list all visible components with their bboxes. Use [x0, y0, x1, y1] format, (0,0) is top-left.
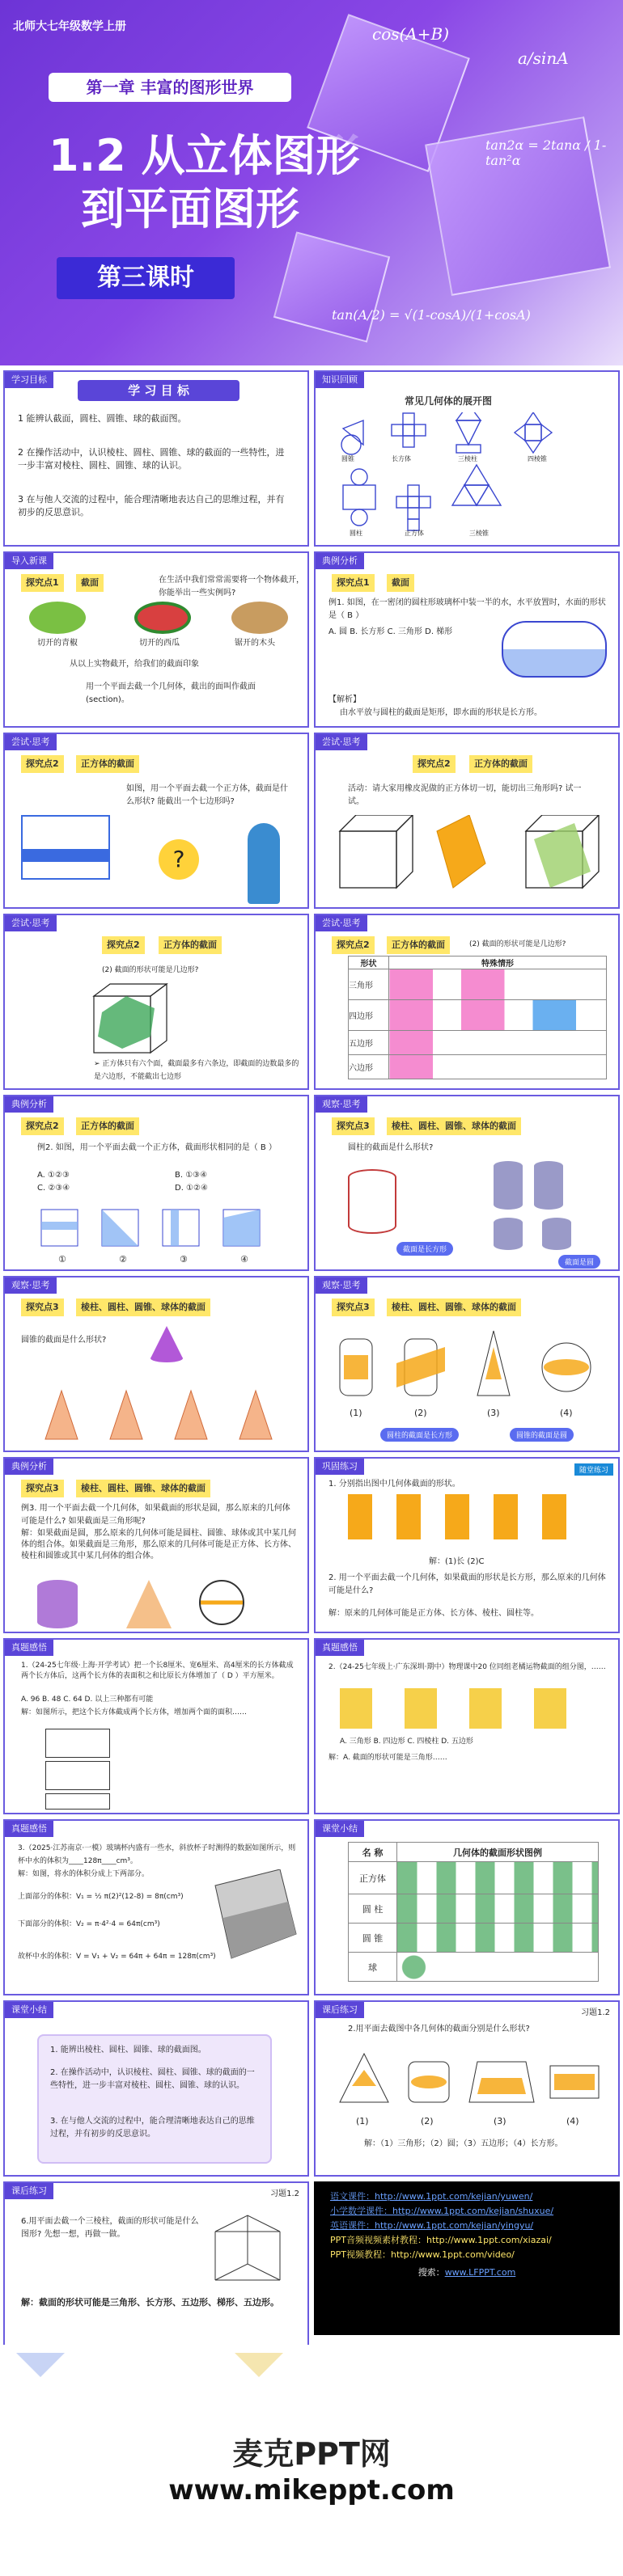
explore-topic: 正方体的截面 — [76, 755, 139, 773]
explore-topic: 棱柱、圆柱、圆锥、球体的截面 — [387, 1117, 521, 1135]
watermelon-image — [134, 602, 191, 634]
figure-number: ① — [58, 1254, 66, 1265]
explore-topic: 棱柱、圆柱、圆锥、球体的截面 — [76, 1480, 210, 1497]
net-label: 三棱柱 — [458, 455, 477, 462]
section-label: 圆锥的截面是圆 — [510, 1428, 574, 1442]
intro-question: 在生活中我们常常需要将一个物体截开，你能举出一些实例吗? — [159, 576, 304, 598]
footer-brand: 麦克PPT网 — [232, 2436, 391, 2472]
resource-link[interactable]: 小学数学课件：http://www.1ppt.com/kejian/shuxue/ — [330, 2206, 554, 2216]
real3-line: 解：如图，将水的体积分成上下两部分。 — [18, 1870, 150, 1878]
example2-question: 例2. 如图，用一个平面去截一个正方体，截面形状相同的是（ B ） — [37, 1143, 277, 1152]
summary-item: 1. 能辨出棱柱、圆柱、圆锥、球的截面图。 — [50, 2046, 206, 2054]
solids-row — [348, 1494, 591, 1539]
slide-tag: 观察·思考 — [316, 1096, 367, 1113]
practice-ans2: 解：原来的几何体可能是正方体、长方体、棱柱、圆柱等。 — [328, 1609, 539, 1618]
footer — [0, 2345, 623, 2576]
lesson-label: 第三课时 — [57, 257, 235, 299]
homework2-question: 6.用平面去截一个三棱柱，截面的形状可能是什么图形? 先想一想，再做一做。 — [21, 2217, 199, 2239]
slide-homework2 — [3, 2181, 309, 2358]
real2-question: 2.（24-25七年级上·广东深圳·期中）物理课中20 位同组老橘运物截面的组分图，…… — [328, 1663, 606, 1671]
slide-tag: 真题感悟 — [316, 1640, 364, 1656]
example2-option: A. ①②③ — [37, 1171, 70, 1180]
box-figure — [45, 1761, 110, 1790]
edges-note: ➢ 正方体只有六个面，截面最多有六条边，即截面的边数最多的是六边形，不能截出七边形 — [94, 1060, 299, 1081]
slide-tag: 导入新课 — [5, 553, 53, 569]
homework-question: 2.用平面去截图中各几何体的截面分别是什么形状? — [348, 2025, 530, 2033]
real1-answer: 解：如图所示，把这个长方体截成两个长方体，增加两个面的面积…… — [21, 1708, 248, 1717]
links-panel — [314, 2181, 620, 2335]
net-label: 圆锥 — [341, 455, 354, 462]
cone-shape — [126, 1580, 172, 1628]
net-label: 正方体 — [405, 530, 424, 537]
slide-tag: 知识回顾 — [316, 372, 364, 388]
cylinder-label: 截面是圆 — [558, 1255, 600, 1269]
example2-option: C. ②③④ — [37, 1184, 70, 1193]
summary-item: 2. 在操作活动中，认识棱柱、圆柱、圆锥、球的截面的一些特性，进一步丰富对棱柱、圆柱、圆锥、球的认识。 — [50, 2068, 255, 2090]
slide-tag: 尝试·思考 — [5, 915, 57, 931]
slide-tag: 课堂小结 — [5, 2002, 53, 2018]
slide-tag: 课后练习 — [5, 2183, 53, 2199]
intro-note: 从以上实物截开，给我们的截面印象 — [70, 660, 199, 669]
slide-example3 — [3, 1457, 309, 1633]
explore-topic: 截面 — [76, 574, 104, 592]
figure-number: (4) — [566, 2116, 579, 2126]
exercise-label: 习题1.2 — [270, 2190, 299, 2198]
figure-number: (2) — [414, 1408, 427, 1418]
exercise-label: 习题1.2 — [581, 2008, 610, 2017]
cylinder-question: 圆柱的截面是什么形状? — [348, 1143, 434, 1152]
slide-practice — [314, 1457, 620, 1633]
caption: 锯开的木头 — [235, 639, 275, 648]
slide-tag: 真题感悟 — [5, 1821, 53, 1837]
goal-item: 3 在与他人交流的过程中，能合理清晰地表达自己的思维过程，并有初步的反思意识。 — [18, 494, 285, 517]
net-label: 四棱锥 — [528, 455, 547, 462]
real3-question: 3.（2025·江苏南京·一模）玻璃杯内盛有一些水，斜放杯子时测得的数据如图所示，则杯中水的体积为____128π____cm³。 — [18, 1844, 296, 1865]
slide-tag: 典例分析 — [5, 1096, 53, 1113]
cones-figure — [37, 1318, 296, 1447]
slide-cube-activity — [314, 733, 620, 909]
wood-image — [231, 602, 288, 634]
net-label: 圆柱 — [350, 530, 362, 537]
goal-item: 1 能辨认截面，圆柱、圆锥、球的截面图。 — [18, 413, 187, 424]
figure-number: (1) — [356, 2116, 369, 2126]
practice-q1: 1. 分别指出图中几何体截面的形状。 — [328, 1480, 460, 1489]
table-cell: 六边形 — [349, 1055, 389, 1079]
example3-answer: 解：如果截面是圆，那么原来的几何体可能是圆柱、圆锥、球体或其中某几何体的组合体。如果截面是三角形，那么原来的几何体可能是正方体、长方体、棱柱和圆锥或其中某几何体的组合体。 — [21, 1529, 296, 1560]
box-figure — [45, 1729, 110, 1758]
explore-label: 探究点2 — [21, 755, 64, 773]
cube-plane-figure — [21, 815, 110, 880]
slide-real1 — [3, 1638, 309, 1814]
glass-figure — [199, 1869, 304, 1974]
table-question: (2) 截面的形状可能是几边形? — [469, 940, 566, 948]
example3-question: 例3. 用一个平面去截一个几何体，如果截面的形状是圆，那么原来的几何体可能是什么? 如果截面是三角形呢? — [21, 1504, 290, 1526]
slide-tag: 课堂小结 — [316, 1821, 364, 1837]
slide-cube-table — [314, 914, 620, 1090]
slide-cube-question — [3, 733, 309, 909]
table-cell: 正方体 — [349, 1862, 397, 1894]
resource-link[interactable]: 英语课件：http://www.1ppt.com/kejian/yingyu/ — [330, 2220, 534, 2231]
prism-figure — [207, 2207, 296, 2288]
slide-intro — [3, 551, 309, 728]
answer-label: 【解析】 — [328, 695, 361, 704]
figure-number: (3) — [487, 1408, 500, 1418]
table-cell — [389, 1000, 607, 1031]
slide-tag: 典例分析 — [5, 1459, 53, 1475]
title-line1: 1.2 从立体图形 — [49, 130, 360, 181]
search-row — [330, 2266, 604, 2280]
real3-line: 上面部分的体积：V₁ = ½ π(2)²(12-8) = 8π(cm³) — [18, 1893, 184, 1901]
cube-question: 如图，用一个平面去截一个正方体，截面是什么形状? 能截出一个七边形吗? — [126, 784, 288, 806]
slide-real3 — [3, 1819, 309, 1995]
slide-tag: 真题感悟 — [5, 1640, 53, 1656]
slide-cube-edges — [3, 914, 309, 1090]
formula-text: a/sinA — [518, 49, 569, 68]
table-header: 特殊情形 — [389, 956, 607, 969]
explore-label: 探究点2 — [21, 1117, 64, 1135]
table-cell: 四边形 — [349, 1000, 389, 1031]
cylinder-figure — [502, 621, 607, 678]
example-question: 例1. 如图，在一密闭的圆柱形玻璃杯中装一半的水，水平放置时，水面的形状是（ B ） — [328, 598, 606, 620]
table-cell — [397, 1862, 599, 1894]
table-cell — [389, 969, 607, 1000]
sphere-shape — [199, 1580, 244, 1625]
slide-tag: 典例分析 — [316, 553, 364, 569]
homework-answer: 解：（1）三角形；（2）圆；（3）五边形；（4）长方形。 — [364, 2139, 563, 2148]
slide-tag: 学习目标 — [5, 372, 53, 388]
cylinder-shape — [494, 1218, 523, 1250]
chapter-label: 第一章 丰富的图形世界 — [49, 73, 291, 102]
figure-number: (4) — [560, 1408, 573, 1418]
explore-label: 探究点3 — [21, 1480, 64, 1497]
net-label: 三棱锥 — [469, 530, 489, 537]
explore-label: 探究点2 — [413, 755, 456, 773]
slide-tag: 课后练习 — [316, 2002, 364, 2018]
cover-badge: 北师大七年级数学上册 — [13, 20, 126, 33]
explore-label: 探究点3 — [21, 1299, 64, 1316]
cylinder-shape — [494, 1161, 523, 1210]
cone-question: 圆锥的截面是什么形状? — [21, 1336, 107, 1345]
section-shape-table — [348, 956, 607, 1079]
explore-topic: 正方体的截面 — [159, 936, 222, 954]
homework2-answer: 解：截面的形状可能是三角形、长方形、五边形、梯形、五边形。 — [21, 2297, 279, 2308]
slide-goals — [3, 370, 309, 547]
formula-text: tan2α = 2tanα / 1-tan²α — [485, 137, 607, 168]
edges-question: (2) 截面的形状可能是几边形? — [102, 966, 199, 974]
slide-example1 — [314, 551, 620, 728]
real3-line: 下面部分的体积：V₂ = π·4²·4 = 64π(cm³) — [18, 1920, 160, 1928]
explore-topic: 正方体的截面 — [469, 755, 532, 773]
explore-topic: 正方体的截面 — [76, 1117, 139, 1135]
footer-url[interactable]: www.mikeppt.com — [168, 2474, 455, 2506]
homework-solids-figure — [332, 2046, 607, 2110]
formula-text: tan(A/2) = √(1-cosA)/(1+cosA) — [332, 307, 531, 323]
pepper-image — [29, 602, 86, 634]
slide-sections — [314, 1276, 620, 1452]
cube-sections-figure — [37, 1201, 280, 1250]
table-cell — [389, 1031, 607, 1055]
practice-q2: 2. 用一个平面去截一个几何体，如果截面的形状是长方形，那么原来的几何体可能是什么? — [328, 1573, 606, 1595]
activity-text: 活动：请大家用橡皮泥做的正方体切一切，能切出三角形吗? 试一试。 — [348, 784, 582, 806]
section-label: 圆柱的截面是长方形 — [380, 1428, 459, 1442]
explore-topic: 正方体的截面 — [387, 936, 450, 954]
summary-item: 3. 在与他人交流的过程中，能合理清晰地表达自己的思维过程，并有初步的反思意识。 — [50, 2117, 255, 2139]
net-label: 长方体 — [392, 455, 411, 462]
slide-tag: 尝试·思考 — [316, 915, 367, 931]
slide-review — [314, 370, 620, 547]
table-header: 名 称 — [349, 1843, 397, 1862]
resource-link[interactable]: PPT音频视频素材教程：http://www.1ppt.com/xiazai/ — [330, 2235, 552, 2245]
real1-options: A. 96 B. 48 C. 64 D. 以上三种都有可能 — [21, 1696, 154, 1704]
goals-title: 学 习 目 标 — [78, 380, 239, 401]
figure-number: ③ — [180, 1254, 188, 1265]
answer-text: 由水平放与圆柱的截面是矩形，即水面的形状是长方形。 — [340, 708, 542, 717]
example2-option: D. ①②④ — [175, 1184, 208, 1193]
figure-number: ② — [119, 1254, 127, 1265]
question-bulb-icon: ? — [159, 839, 199, 880]
table-cell: 球 — [349, 1953, 397, 1982]
figure-number: ④ — [240, 1254, 248, 1265]
cube-cuts-figure — [332, 815, 607, 904]
caption: 切开的西瓜 — [139, 639, 180, 648]
title-line2: 到平面图形 — [81, 184, 299, 234]
caption: 切开的青椒 — [37, 639, 78, 648]
real2-choices: A. 三角形 B. 四边形 C. 四棱柱 D. 五边形 — [340, 1738, 473, 1746]
slide-tag: 巩固练习 — [316, 1459, 364, 1475]
search-link[interactable]: www.LFPPT.com — [444, 2267, 516, 2278]
example-options: A. 圆 B. 长方形 C. 三角形 D. 梯形 — [328, 627, 453, 636]
resource-link[interactable]: PPT视频教程：http://www.1ppt.com/video/ — [330, 2249, 515, 2260]
practice-badge: 随堂练习 — [574, 1463, 613, 1476]
nets-figure — [327, 412, 610, 542]
search-label: 搜索： — [417, 2267, 445, 2278]
example2-option: B. ①③④ — [175, 1171, 208, 1180]
table-cell: 圆 柱 — [349, 1894, 397, 1924]
explore-label: 探究点1 — [332, 574, 375, 592]
formula-text: cos(A+B) — [372, 24, 450, 44]
table-cell: 三角形 — [349, 969, 389, 1000]
cube-decoration — [273, 231, 390, 342]
table-header: 形状 — [349, 956, 389, 969]
slide-homework1 — [314, 2000, 620, 2177]
table-cell — [397, 1894, 599, 1924]
slide-example2 — [3, 1095, 309, 1271]
practice-ans1: 解：(1)长 (2)C — [429, 1557, 485, 1566]
section-definition: 用一个平面去截一个几何体，截出的面叫作截面(section)。 — [86, 682, 256, 704]
table-cell — [397, 1924, 599, 1953]
figure-number: (1) — [350, 1408, 362, 1418]
thinking-person — [248, 823, 280, 904]
cylinder-shape — [348, 1169, 396, 1234]
hexagon-section-figure — [78, 980, 183, 1061]
triangle-decoration — [235, 2353, 283, 2377]
cylinder-shape — [542, 1218, 571, 1250]
slide-cone — [3, 1276, 309, 1452]
summary-table — [348, 1842, 599, 1982]
real3-line: 故杯中水的体积：V = V₁ + V₂ = 64π + 64π = 128π(cm³) — [18, 1953, 216, 1961]
explore-label: 探究点1 — [21, 574, 64, 592]
slide-real2 — [314, 1638, 620, 1814]
review-title: 常见几何体的展开图 — [405, 395, 493, 407]
slide-cylinder — [314, 1095, 620, 1271]
explore-topic: 棱柱、圆柱、圆锥、球体的截面 — [76, 1299, 210, 1316]
figure-number: (3) — [494, 2116, 506, 2126]
box-figure — [45, 1793, 110, 1810]
slide-tag: 尝试·思考 — [316, 734, 367, 750]
slide-summary — [3, 2000, 309, 2177]
slide-tag: 观察·思考 — [5, 1277, 57, 1294]
table-cell — [397, 1953, 599, 1982]
table-cell — [389, 1055, 607, 1079]
explore-topic: 棱柱、圆柱、圆锥、球体的截面 — [387, 1299, 521, 1316]
slide-tag: 观察·思考 — [316, 1277, 367, 1294]
solids-sections-figure — [332, 1323, 607, 1404]
table-cell: 五边形 — [349, 1031, 389, 1055]
resource-link[interactable]: 语文课件：http://www.1ppt.com/kejian/yuwen/ — [330, 2191, 533, 2202]
slide-summary-table — [314, 1819, 620, 1995]
real2-answer: 解：A. 截面的形状可能是三角形…… — [328, 1754, 447, 1762]
explore-label: 探究点2 — [332, 936, 375, 954]
explore-label: 探究点3 — [332, 1117, 375, 1135]
cylinder-label: 截面是长方形 — [396, 1242, 453, 1256]
cylinder-shape — [37, 1580, 78, 1628]
table-cell: 圆 锥 — [349, 1924, 397, 1953]
solids-row — [340, 1688, 599, 1729]
explore-topic: 截面 — [387, 574, 414, 592]
slide-tag: 尝试·思考 — [5, 734, 57, 750]
real1-question: 1.（24-25七年级·上海·开学考试）把一个长8厘米、宽6厘米、高4厘米的长方体截成两个长方体后，这两个长方体的表面积之和比原长方体增加了（ D ）平方厘米。 — [21, 1662, 294, 1680]
explore-label: 探究点3 — [332, 1299, 375, 1316]
table-header: 几何体的截面形状图例 — [397, 1843, 599, 1862]
cylinder-shape — [534, 1161, 563, 1210]
figure-number: (2) — [421, 2116, 434, 2126]
triangle-decoration — [16, 2353, 65, 2377]
explore-label: 探究点2 — [102, 936, 145, 954]
goal-item: 2 在操作活动中，认识棱柱、圆柱、圆锥、球的截面的一些特性，进一步丰富对棱柱、圆柱、圆锥、球的认识。 — [18, 447, 285, 471]
cover-banner — [0, 0, 623, 365]
